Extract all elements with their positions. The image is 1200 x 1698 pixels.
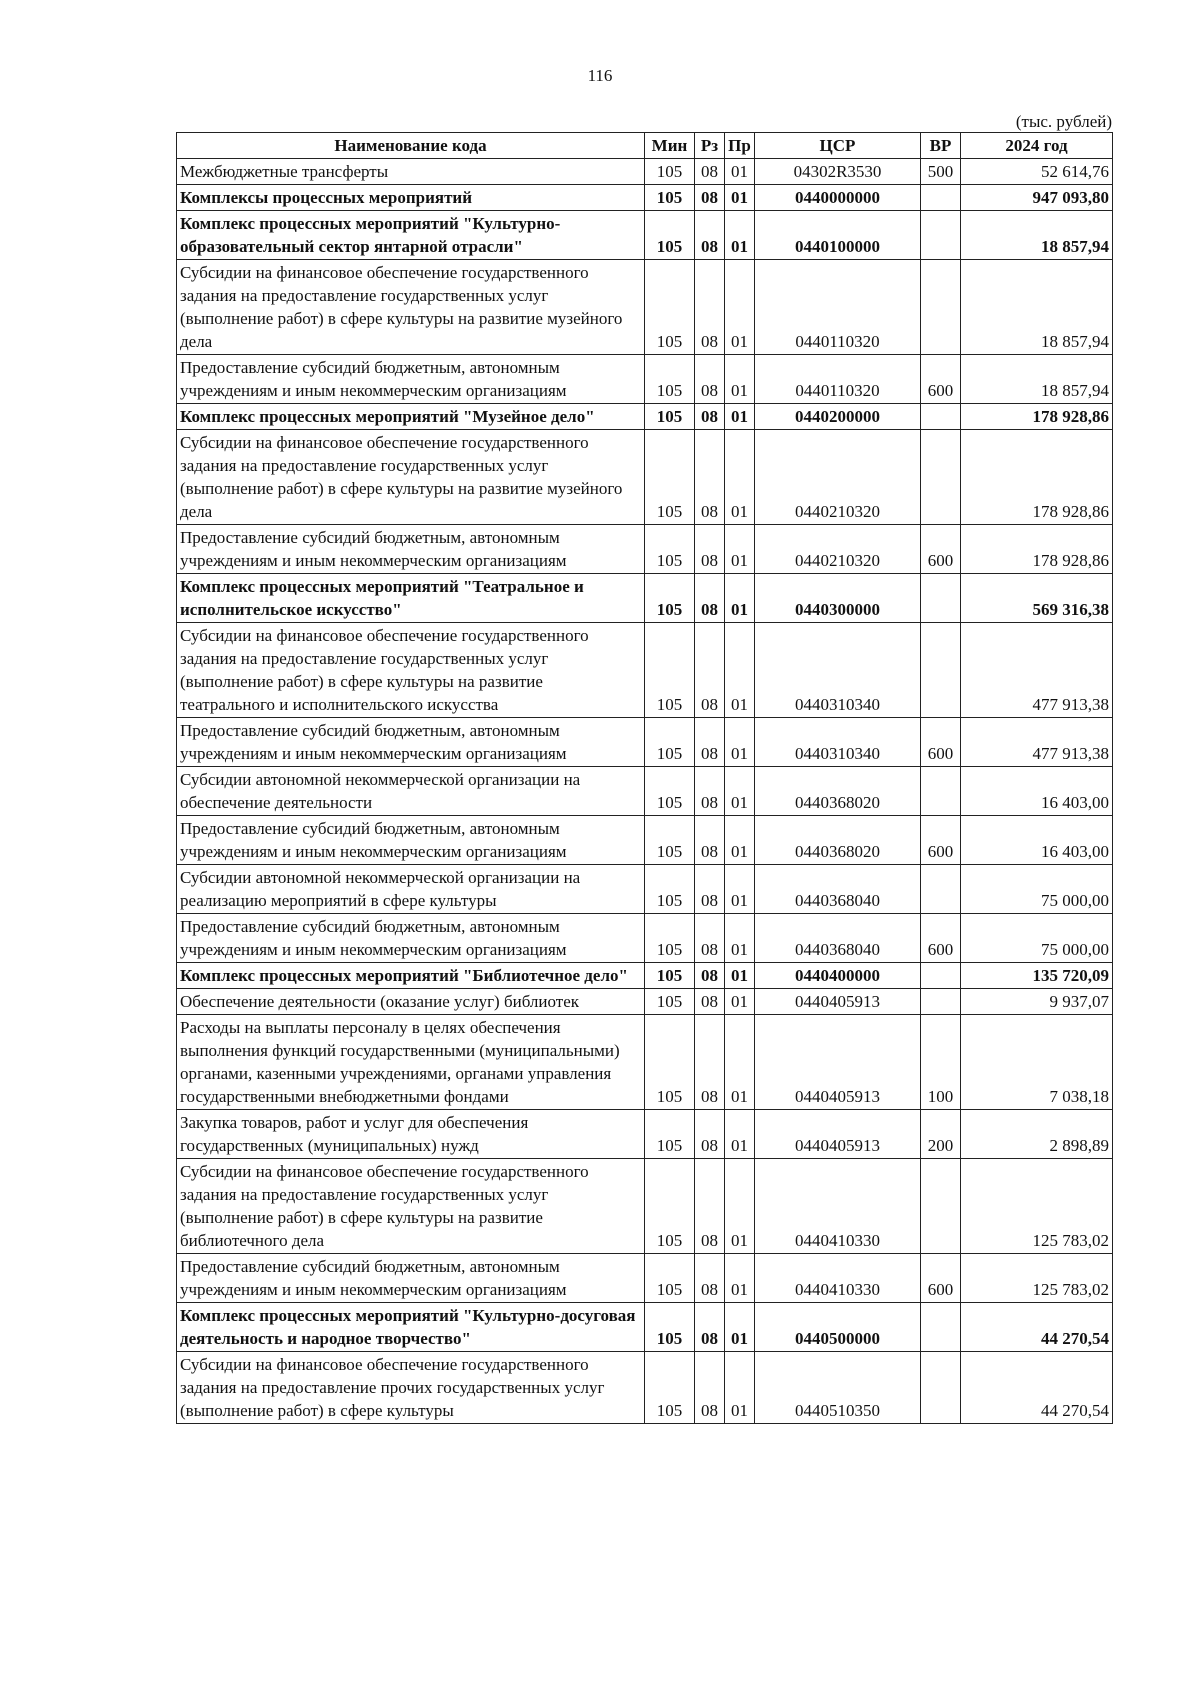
table-row xyxy=(177,1015,1113,1110)
cell-min: 105 xyxy=(645,260,695,355)
cell-min: 105 xyxy=(645,963,695,989)
cell-sum: 7 038,18 xyxy=(961,1015,1113,1110)
cell-rz: 08 xyxy=(695,963,725,989)
cell-pr: 01 xyxy=(725,989,755,1015)
cell-name: Субсидии автономной некоммерческой организации на реализацию мероприятий в сфере культуры xyxy=(177,865,645,914)
table-header-row xyxy=(177,133,1113,159)
cell-sum: 18 857,94 xyxy=(961,211,1113,260)
cell-rz: 08 xyxy=(695,185,725,211)
table-row xyxy=(177,1303,1113,1352)
cell-pr: 01 xyxy=(725,574,755,623)
cell-name: Предоставление субсидий бюджетным, автономным учреждениям и иным некоммерческим организациям xyxy=(177,525,645,574)
cell-name: Расходы на выплаты персоналу в целях обеспечения выполнения функций государственными (муниципальными) органами, казенными учреждениями, органами управления государственными внебюджетными фондами xyxy=(177,1015,645,1110)
cell-pr: 01 xyxy=(725,404,755,430)
cell-pr: 01 xyxy=(725,963,755,989)
table-row xyxy=(177,767,1113,816)
cell-sum: 135 720,09 xyxy=(961,963,1113,989)
cell-rz: 08 xyxy=(695,623,725,718)
cell-csr: 0440405913 xyxy=(755,989,921,1015)
cell-sum: 178 928,86 xyxy=(961,404,1113,430)
cell-rz: 08 xyxy=(695,574,725,623)
cell-pr: 01 xyxy=(725,767,755,816)
cell-pr: 01 xyxy=(725,1159,755,1254)
cell-pr: 01 xyxy=(725,211,755,260)
cell-sum: 569 316,38 xyxy=(961,574,1113,623)
cell-min: 105 xyxy=(645,525,695,574)
cell-min: 105 xyxy=(645,185,695,211)
table-row xyxy=(177,185,1113,211)
cell-csr: 0440210320 xyxy=(755,430,921,525)
cell-rz: 08 xyxy=(695,914,725,963)
cell-vr xyxy=(921,1352,961,1424)
cell-pr: 01 xyxy=(725,1303,755,1352)
cell-csr: 0440500000 xyxy=(755,1303,921,1352)
cell-name: Закупка товаров, работ и услуг для обеспечения государственных (муниципальных) нужд xyxy=(177,1110,645,1159)
cell-name: Комплексы процессных мероприятий xyxy=(177,185,645,211)
cell-pr: 01 xyxy=(725,718,755,767)
table-row xyxy=(177,159,1113,185)
cell-sum: 16 403,00 xyxy=(961,816,1113,865)
cell-min: 105 xyxy=(645,865,695,914)
cell-csr: 0440405913 xyxy=(755,1110,921,1159)
cell-pr: 01 xyxy=(725,260,755,355)
cell-sum: 52 614,76 xyxy=(961,159,1113,185)
cell-csr: 0440100000 xyxy=(755,211,921,260)
cell-name: Комплекс процессных мероприятий "Библиотечное дело" xyxy=(177,963,645,989)
cell-rz: 08 xyxy=(695,355,725,404)
cell-vr xyxy=(921,1303,961,1352)
cell-pr: 01 xyxy=(725,1015,755,1110)
table-row xyxy=(177,574,1113,623)
cell-sum: 178 928,86 xyxy=(961,525,1113,574)
cell-vr: 600 xyxy=(921,914,961,963)
cell-sum: 125 783,02 xyxy=(961,1254,1113,1303)
cell-min: 105 xyxy=(645,1159,695,1254)
header-csr: ЦСР xyxy=(755,133,921,159)
cell-vr xyxy=(921,865,961,914)
cell-pr: 01 xyxy=(725,865,755,914)
cell-sum: 75 000,00 xyxy=(961,865,1113,914)
cell-vr: 600 xyxy=(921,718,961,767)
cell-csr: 0440368020 xyxy=(755,767,921,816)
cell-name: Субсидии на финансовое обеспечение государственного задания на предоставление государственных услуг (выполнение работ) в сфере культуры на развитие библиотечного дела xyxy=(177,1159,645,1254)
header-name: Наименование кода xyxy=(177,133,645,159)
cell-csr: 0440405913 xyxy=(755,1015,921,1110)
table-row xyxy=(177,1352,1113,1424)
cell-sum: 178 928,86 xyxy=(961,430,1113,525)
cell-name: Предоставление субсидий бюджетным, автономным учреждениям и иным некоммерческим организациям xyxy=(177,816,645,865)
header-vr: ВР xyxy=(921,133,961,159)
cell-min: 105 xyxy=(645,914,695,963)
cell-name: Межбюджетные трансферты xyxy=(177,159,645,185)
cell-sum: 125 783,02 xyxy=(961,1159,1113,1254)
cell-sum: 2 898,89 xyxy=(961,1110,1113,1159)
units-label: (тыс. рублей) xyxy=(1015,112,1112,131)
cell-csr: 0440310340 xyxy=(755,718,921,767)
cell-csr: 0440510350 xyxy=(755,1352,921,1424)
cell-name: Субсидии на финансовое обеспечение государственного задания на предоставление прочих государственных услуг (выполнение работ) в сфере культуры xyxy=(177,1352,645,1424)
cell-vr: 600 xyxy=(921,525,961,574)
cell-name: Комплекс процессных мероприятий "Культурно-образовательный сектор янтарной отрасли" xyxy=(177,211,645,260)
cell-min: 105 xyxy=(645,1015,695,1110)
table-row xyxy=(177,404,1113,430)
cell-rz: 08 xyxy=(695,1110,725,1159)
table-row xyxy=(177,525,1113,574)
cell-min: 105 xyxy=(645,159,695,185)
cell-vr xyxy=(921,211,961,260)
cell-csr: 0440368040 xyxy=(755,914,921,963)
cell-rz: 08 xyxy=(695,260,725,355)
cell-name: Комплекс процессных мероприятий "Театральное и исполнительское искусство" xyxy=(177,574,645,623)
header-year: 2024 год xyxy=(961,133,1113,159)
cell-rz: 08 xyxy=(695,430,725,525)
cell-name: Предоставление субсидий бюджетным, автономным учреждениям и иным некоммерческим организациям xyxy=(177,914,645,963)
cell-vr xyxy=(921,767,961,816)
cell-csr: 0440368040 xyxy=(755,865,921,914)
cell-rz: 08 xyxy=(695,989,725,1015)
cell-sum: 947 093,80 xyxy=(961,185,1113,211)
cell-vr xyxy=(921,430,961,525)
cell-pr: 01 xyxy=(725,159,755,185)
cell-sum: 44 270,54 xyxy=(961,1352,1113,1424)
cell-csr: 0440410330 xyxy=(755,1159,921,1254)
cell-name: Обеспечение деятельности (оказание услуг) библиотек xyxy=(177,989,645,1015)
cell-min: 105 xyxy=(645,1110,695,1159)
cell-vr: 200 xyxy=(921,1110,961,1159)
cell-rz: 08 xyxy=(695,1254,725,1303)
cell-pr: 01 xyxy=(725,525,755,574)
cell-pr: 01 xyxy=(725,430,755,525)
cell-rz: 08 xyxy=(695,525,725,574)
cell-min: 105 xyxy=(645,623,695,718)
cell-name: Предоставление субсидий бюджетным, автономным учреждениям и иным некоммерческим организациям xyxy=(177,718,645,767)
cell-vr xyxy=(921,623,961,718)
cell-vr xyxy=(921,1159,961,1254)
table-row xyxy=(177,914,1113,963)
cell-min: 105 xyxy=(645,430,695,525)
cell-vr: 600 xyxy=(921,1254,961,1303)
cell-name: Предоставление субсидий бюджетным, автономным учреждениям и иным некоммерческим организациям xyxy=(177,1254,645,1303)
table-row xyxy=(177,1254,1113,1303)
table-row xyxy=(177,865,1113,914)
table-row xyxy=(177,260,1113,355)
cell-min: 105 xyxy=(645,1303,695,1352)
cell-rz: 08 xyxy=(695,1159,725,1254)
cell-csr: 0440110320 xyxy=(755,260,921,355)
cell-csr: 0440000000 xyxy=(755,185,921,211)
table-row xyxy=(177,211,1113,260)
cell-vr xyxy=(921,963,961,989)
budget-table xyxy=(176,132,1113,1424)
cell-sum: 9 937,07 xyxy=(961,989,1113,1015)
cell-min: 105 xyxy=(645,1254,695,1303)
cell-pr: 01 xyxy=(725,185,755,211)
cell-sum: 44 270,54 xyxy=(961,1303,1113,1352)
cell-name: Субсидии на финансовое обеспечение государственного задания на предоставление государственных услуг (выполнение работ) в сфере культуры на развитие музейного дела xyxy=(177,260,645,355)
cell-sum: 18 857,94 xyxy=(961,260,1113,355)
table-row xyxy=(177,1159,1113,1254)
cell-csr: 0440210320 xyxy=(755,525,921,574)
cell-min: 105 xyxy=(645,816,695,865)
cell-min: 105 xyxy=(645,718,695,767)
cell-csr: 04302R3530 xyxy=(755,159,921,185)
cell-min: 105 xyxy=(645,767,695,816)
cell-pr: 01 xyxy=(725,914,755,963)
cell-name: Комплекс процессных мероприятий "Музейное дело" xyxy=(177,404,645,430)
cell-name: Предоставление субсидий бюджетным, автономным учреждениям и иным некоммерческим организациям xyxy=(177,355,645,404)
cell-vr: 600 xyxy=(921,355,961,404)
cell-name: Субсидии автономной некоммерческой организации на обеспечение деятельности xyxy=(177,767,645,816)
cell-name: Субсидии на финансовое обеспечение государственного задания на предоставление государственных услуг (выполнение работ) в сфере культуры на развитие театрального и исполнительского искусства xyxy=(177,623,645,718)
cell-min: 105 xyxy=(645,574,695,623)
cell-csr: 0440110320 xyxy=(755,355,921,404)
cell-rz: 08 xyxy=(695,718,725,767)
header-pr: Пр xyxy=(725,133,755,159)
cell-sum: 477 913,38 xyxy=(961,623,1113,718)
cell-pr: 01 xyxy=(725,1110,755,1159)
cell-rz: 08 xyxy=(695,159,725,185)
cell-csr: 0440410330 xyxy=(755,1254,921,1303)
table-row xyxy=(177,989,1113,1015)
cell-min: 105 xyxy=(645,404,695,430)
table-row xyxy=(177,1110,1113,1159)
table-row xyxy=(177,718,1113,767)
cell-pr: 01 xyxy=(725,1254,755,1303)
cell-rz: 08 xyxy=(695,404,725,430)
cell-vr xyxy=(921,260,961,355)
cell-sum: 18 857,94 xyxy=(961,355,1113,404)
page-number: 116 xyxy=(587,66,613,85)
table-row xyxy=(177,355,1113,404)
cell-rz: 08 xyxy=(695,865,725,914)
table-row xyxy=(177,816,1113,865)
cell-min: 105 xyxy=(645,989,695,1015)
cell-pr: 01 xyxy=(725,1352,755,1424)
cell-csr: 0440300000 xyxy=(755,574,921,623)
cell-vr xyxy=(921,989,961,1015)
cell-pr: 01 xyxy=(725,623,755,718)
cell-rz: 08 xyxy=(695,1352,725,1424)
header-min: Мин xyxy=(645,133,695,159)
cell-vr xyxy=(921,574,961,623)
cell-csr: 0440368020 xyxy=(755,816,921,865)
cell-csr: 0440400000 xyxy=(755,963,921,989)
cell-vr xyxy=(921,404,961,430)
table-row xyxy=(177,963,1113,989)
cell-rz: 08 xyxy=(695,1015,725,1110)
cell-csr: 0440200000 xyxy=(755,404,921,430)
cell-sum: 16 403,00 xyxy=(961,767,1113,816)
cell-vr: 600 xyxy=(921,816,961,865)
cell-pr: 01 xyxy=(725,816,755,865)
cell-csr: 0440310340 xyxy=(755,623,921,718)
cell-pr: 01 xyxy=(725,355,755,404)
cell-min: 105 xyxy=(645,1352,695,1424)
cell-vr xyxy=(921,185,961,211)
cell-rz: 08 xyxy=(695,1303,725,1352)
table-row xyxy=(177,623,1113,718)
cell-name: Комплекс процессных мероприятий "Культурно-досуговая деятельность и народное творчество" xyxy=(177,1303,645,1352)
cell-min: 105 xyxy=(645,355,695,404)
cell-rz: 08 xyxy=(695,816,725,865)
cell-name: Субсидии на финансовое обеспечение государственного задания на предоставление государственных услуг (выполнение работ) в сфере культуры на развитие музейного дела xyxy=(177,430,645,525)
cell-rz: 08 xyxy=(695,211,725,260)
table-body xyxy=(177,159,1113,1424)
cell-sum: 75 000,00 xyxy=(961,914,1113,963)
cell-vr: 500 xyxy=(921,159,961,185)
header-rz: Рз xyxy=(695,133,725,159)
cell-rz: 08 xyxy=(695,767,725,816)
cell-sum: 477 913,38 xyxy=(961,718,1113,767)
cell-vr: 100 xyxy=(921,1015,961,1110)
table-row xyxy=(177,430,1113,525)
cell-min: 105 xyxy=(645,211,695,260)
